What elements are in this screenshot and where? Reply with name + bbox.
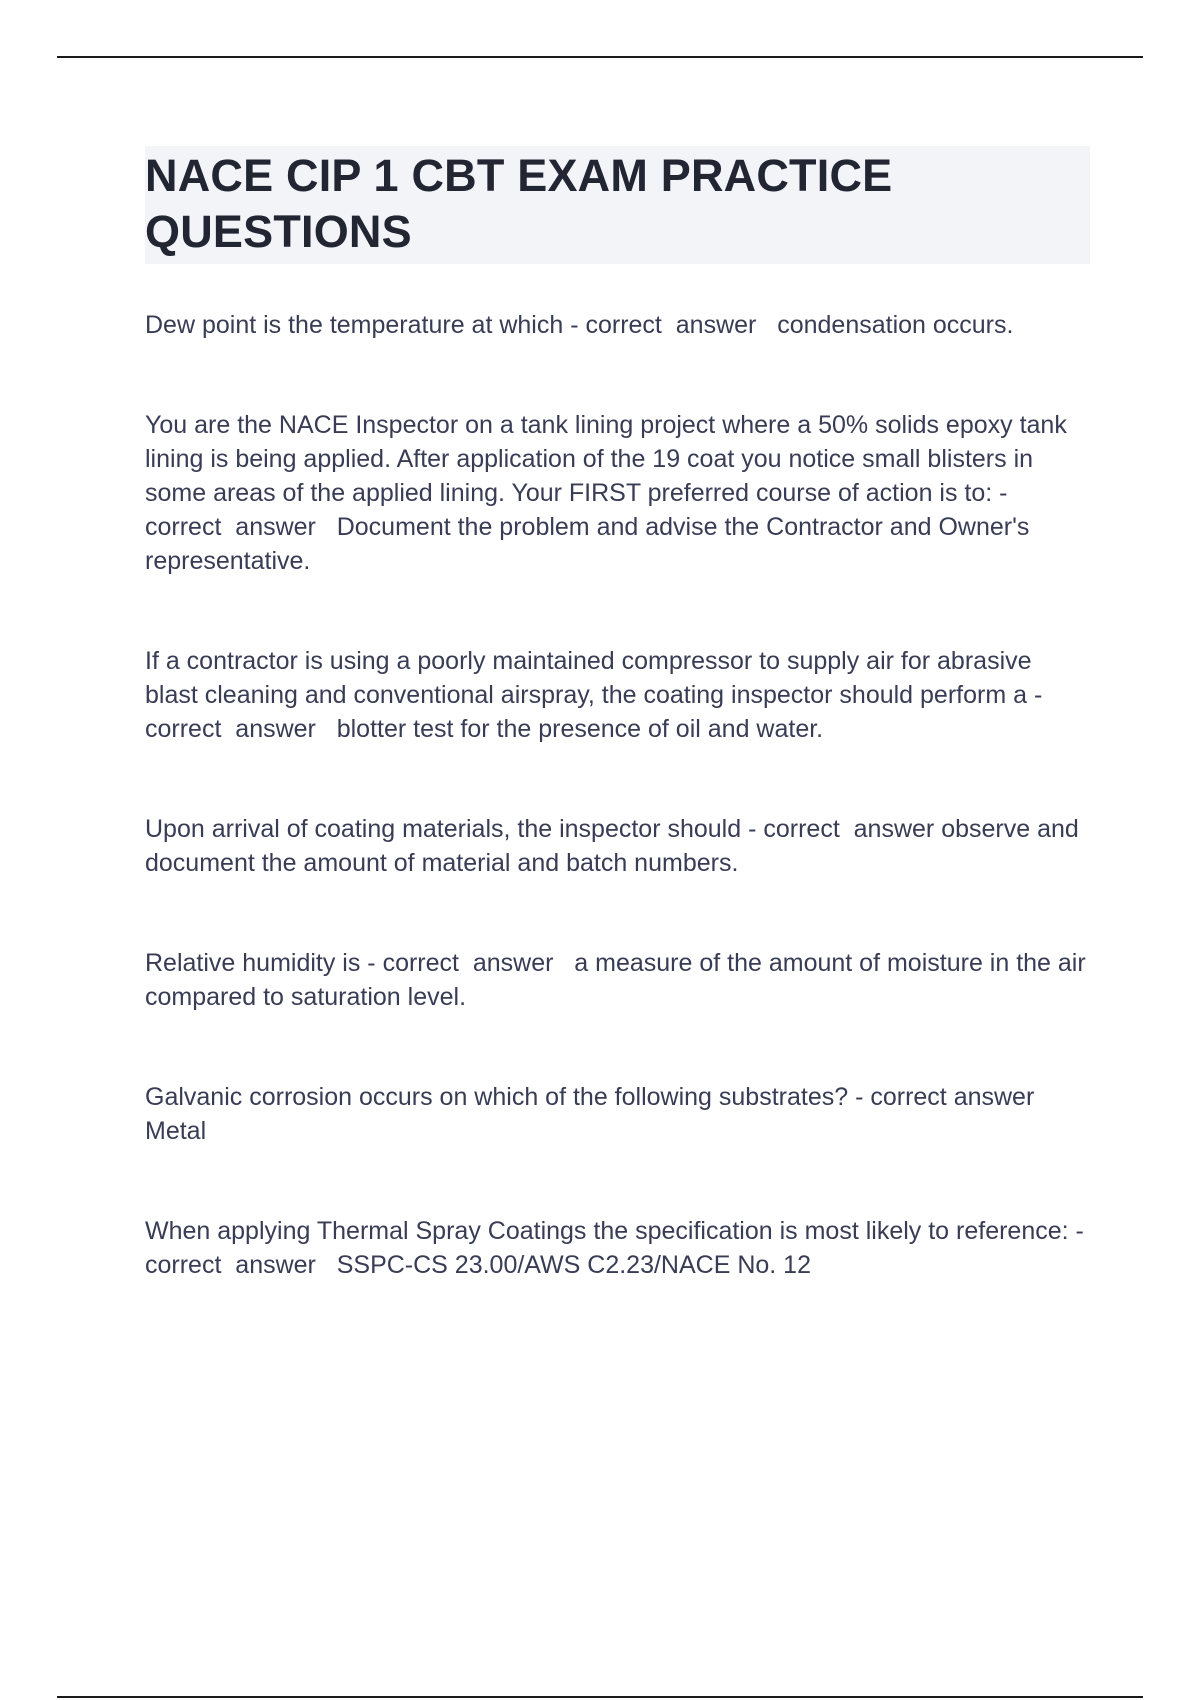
document-title: NACE CIP 1 CBT EXAM PRACTICE QUESTIONS xyxy=(145,150,893,257)
question-item: Galvanic corrosion occurs on which of the following substrates? - correct answer Metal xyxy=(145,1083,1056,1145)
question-item: Upon arrival of coating materials, the inspector should - correct answer observe and document the amount of material and batch numbers. xyxy=(145,815,1086,877)
question-item: If a contractor is using a poorly maintained compressor to supply air for abrasive blast cleaning and conventional airspray, the coating inspector should perform a - correct answer blotter test for the presence of oil and water. xyxy=(145,647,1050,743)
question-list xyxy=(145,308,1093,1282)
question-item: When applying Thermal Spray Coatings the specification is most likely to reference: - correct answer SSPC-CS 23.00/AWS C2.23/NACE No. 12 xyxy=(145,1217,1091,1279)
question-item: You are the NACE Inspector on a tank lining project where a 50% solids epoxy tank lining is being applied. After application of the 19 coat you notice small blisters in some areas of the applied lining. Your FIRST preferred course of action is to: - correct answer Document the problem and advise the Contractor and Owner's representative. xyxy=(145,411,1074,575)
title-band xyxy=(145,146,1090,264)
page-content xyxy=(145,146,1093,1348)
top-rule xyxy=(57,56,1143,58)
bottom-rule xyxy=(57,1696,1143,1698)
question-item: Relative humidity is - correct answer a measure of the amount of moisture in the air compared to saturation level. xyxy=(145,949,1093,1011)
question-item: Dew point is the temperature at which - correct answer condensation occurs. xyxy=(145,311,1014,339)
